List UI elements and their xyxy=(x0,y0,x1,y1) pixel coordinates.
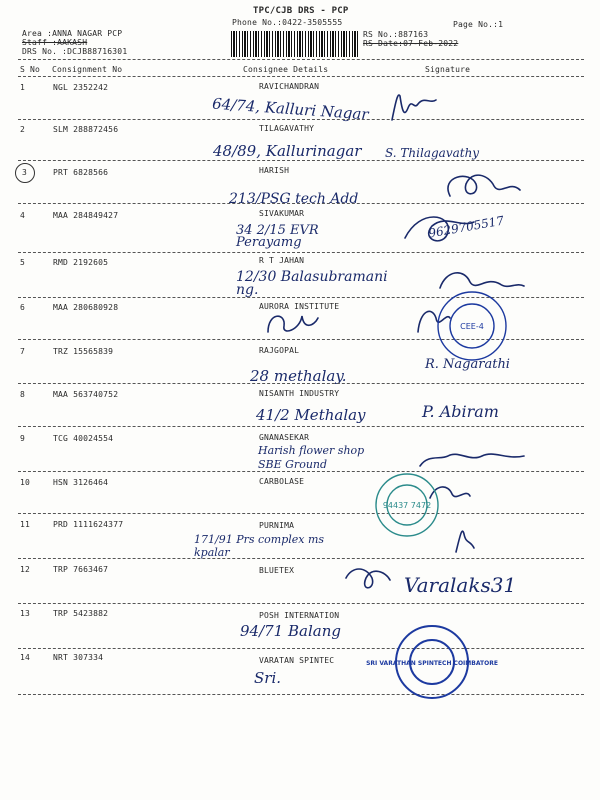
row-divider xyxy=(18,203,584,204)
row-sno: 8 xyxy=(20,390,26,399)
row-consignee: R T JAHAN xyxy=(259,256,305,265)
row-consignee: SIVAKUMAR xyxy=(259,209,305,218)
barcode xyxy=(231,31,358,57)
rs-number: RS No.:887163 xyxy=(363,30,429,39)
row-divider xyxy=(18,339,584,340)
doc-title: TPC/CJB DRS - PCP xyxy=(253,6,349,16)
stamp-phone xyxy=(376,474,438,536)
col-signature: Signature xyxy=(425,65,471,74)
row-divider xyxy=(18,513,584,514)
signature-scribble xyxy=(456,531,474,552)
row-handwritten-address: 94/71 Balang xyxy=(240,622,341,640)
row-consignment-no: PRD 1111624377 xyxy=(53,520,124,529)
row-sno: 2 xyxy=(20,125,26,134)
drs-number: DRS No. :DCJB88716301 xyxy=(22,47,128,56)
row-divider xyxy=(18,648,584,649)
row-sno: 1 xyxy=(20,83,26,92)
row-sno: 3 xyxy=(22,168,28,177)
row-sno: 13 xyxy=(20,609,31,618)
row-sno: 12 xyxy=(20,565,31,574)
row-sno: 5 xyxy=(20,258,26,267)
col-consignee: Consignee Details xyxy=(243,65,329,74)
row-handwritten-address: 213/PSG tech Add xyxy=(229,191,359,207)
area: Area :ANNA NAGAR PCP xyxy=(22,29,123,38)
row-divider xyxy=(18,252,584,253)
stamp-company-text: SRI VARATHAN SPINTECH COIMBATORE xyxy=(366,660,498,667)
row-consignment-no: TRZ 15565839 xyxy=(53,347,114,356)
signature-text: Varalaks31 xyxy=(404,573,517,597)
row-consignee: TILAGAVATHY xyxy=(259,124,315,133)
row-handwritten-address: Sri. xyxy=(254,669,282,687)
row-consignment-no: TRP 5423882 xyxy=(53,609,109,618)
row-consignment-no: MAA 280680928 xyxy=(53,303,119,312)
row-divider xyxy=(18,119,584,120)
row-consignee: CARBOLASE xyxy=(259,477,305,486)
row-consignment-no: TRP 7663467 xyxy=(53,565,109,574)
row-handwritten-address: 12/30 Balasubramani ng. xyxy=(236,269,388,298)
row-sno: 4 xyxy=(20,211,26,220)
row-handwritten-address: 64/74, Kalluri Nagar xyxy=(211,94,370,124)
row-consignment-no: MAA 563740752 xyxy=(53,390,119,399)
row-consignment-no: RMD 2192605 xyxy=(53,258,109,267)
row-consignee: GNANASEKAR xyxy=(259,433,310,442)
signature-scribble xyxy=(420,454,524,466)
row-handwritten-address: 41/2 Methalay xyxy=(256,406,366,424)
signature-scribble xyxy=(392,95,436,120)
staff: Staff :AAKASH xyxy=(22,38,88,47)
row-sno: 11 xyxy=(20,520,31,529)
row-consignee: RAVICHANDRAN xyxy=(259,82,320,91)
row-divider xyxy=(18,558,584,559)
row-handwritten-address: 171/91 Prs complex ms kpalar xyxy=(194,533,325,559)
signature-scribble xyxy=(440,273,524,288)
row-sno: 6 xyxy=(20,303,26,312)
rs-date: RS Date:07-Feb-2022 xyxy=(363,39,459,48)
row-consignee: NISANTH INDUSTRY xyxy=(259,389,340,398)
header-divider-bottom xyxy=(18,76,584,77)
row-consignment-no: SLM 288872456 xyxy=(53,125,119,134)
row-divider xyxy=(18,694,584,695)
row-consignment-no: NRT 307334 xyxy=(53,653,104,662)
signature-scribble xyxy=(430,487,470,498)
row-divider xyxy=(18,603,584,604)
header-divider-top xyxy=(18,59,584,60)
row-divider xyxy=(18,426,584,427)
row-divider xyxy=(18,471,584,472)
row-consignment-no: NGL 2352242 xyxy=(53,83,109,92)
phone-number: Phone No.:0422-3505555 xyxy=(232,18,343,27)
row-divider xyxy=(18,160,584,161)
row-divider xyxy=(18,383,584,384)
row-handwritten-address: 28 methalay. xyxy=(250,367,347,385)
col-consignment: Consignment No xyxy=(52,65,123,74)
row-divider xyxy=(18,297,584,298)
row-handwritten-address: 48/89, Kallurinagar xyxy=(213,142,362,160)
signature-scribble xyxy=(346,569,390,588)
row-consignment-no: TCG 40024554 xyxy=(53,434,114,443)
stamp-cee4 xyxy=(438,292,506,360)
row-consignee: AURORA INSTITUTE xyxy=(259,302,340,311)
stamp-cee4-text: CEE-4 xyxy=(460,322,484,331)
row-sno: 10 xyxy=(20,478,31,487)
stamp-phone-text: 94437 7472 xyxy=(382,501,432,510)
row-consignee: POSH INTERNATION xyxy=(259,611,340,620)
row-sno: 14 xyxy=(20,653,31,662)
row-consignee: VARATAN SPINTEC xyxy=(259,656,335,665)
page-number: Page No.:1 xyxy=(453,20,504,29)
row-handwritten-address: 34 2/15 EVR Perayamg xyxy=(236,223,319,250)
row-sno: 7 xyxy=(20,347,26,356)
row-consignment-no: HSN 3126464 xyxy=(53,478,109,487)
signature-text: P. Abiram xyxy=(422,402,499,421)
signature-scribble xyxy=(268,316,318,332)
stamp-company xyxy=(366,626,498,698)
signature-text: R. Nagarathi xyxy=(425,357,510,372)
signature-scribble xyxy=(418,311,450,332)
row-consignee: RAJGOPAL xyxy=(259,346,300,355)
row-consignee: HARISH xyxy=(259,166,290,175)
row-consignee: BLUETEX xyxy=(259,566,295,575)
row-sno: 9 xyxy=(20,434,26,443)
col-sno: S No xyxy=(20,65,41,74)
signature-phone: 9629705517 xyxy=(427,213,505,241)
row-handwritten-address: Harish flower shop SBE Ground xyxy=(258,444,365,471)
row-consignment-no: MAA 284849427 xyxy=(53,211,119,220)
signature-scribble xyxy=(448,175,520,196)
row-consignee: PURNIMA xyxy=(259,521,295,530)
row-consignment-no: PRT 6828566 xyxy=(53,168,109,177)
signature-text: S. Thilagavathy xyxy=(385,146,480,160)
